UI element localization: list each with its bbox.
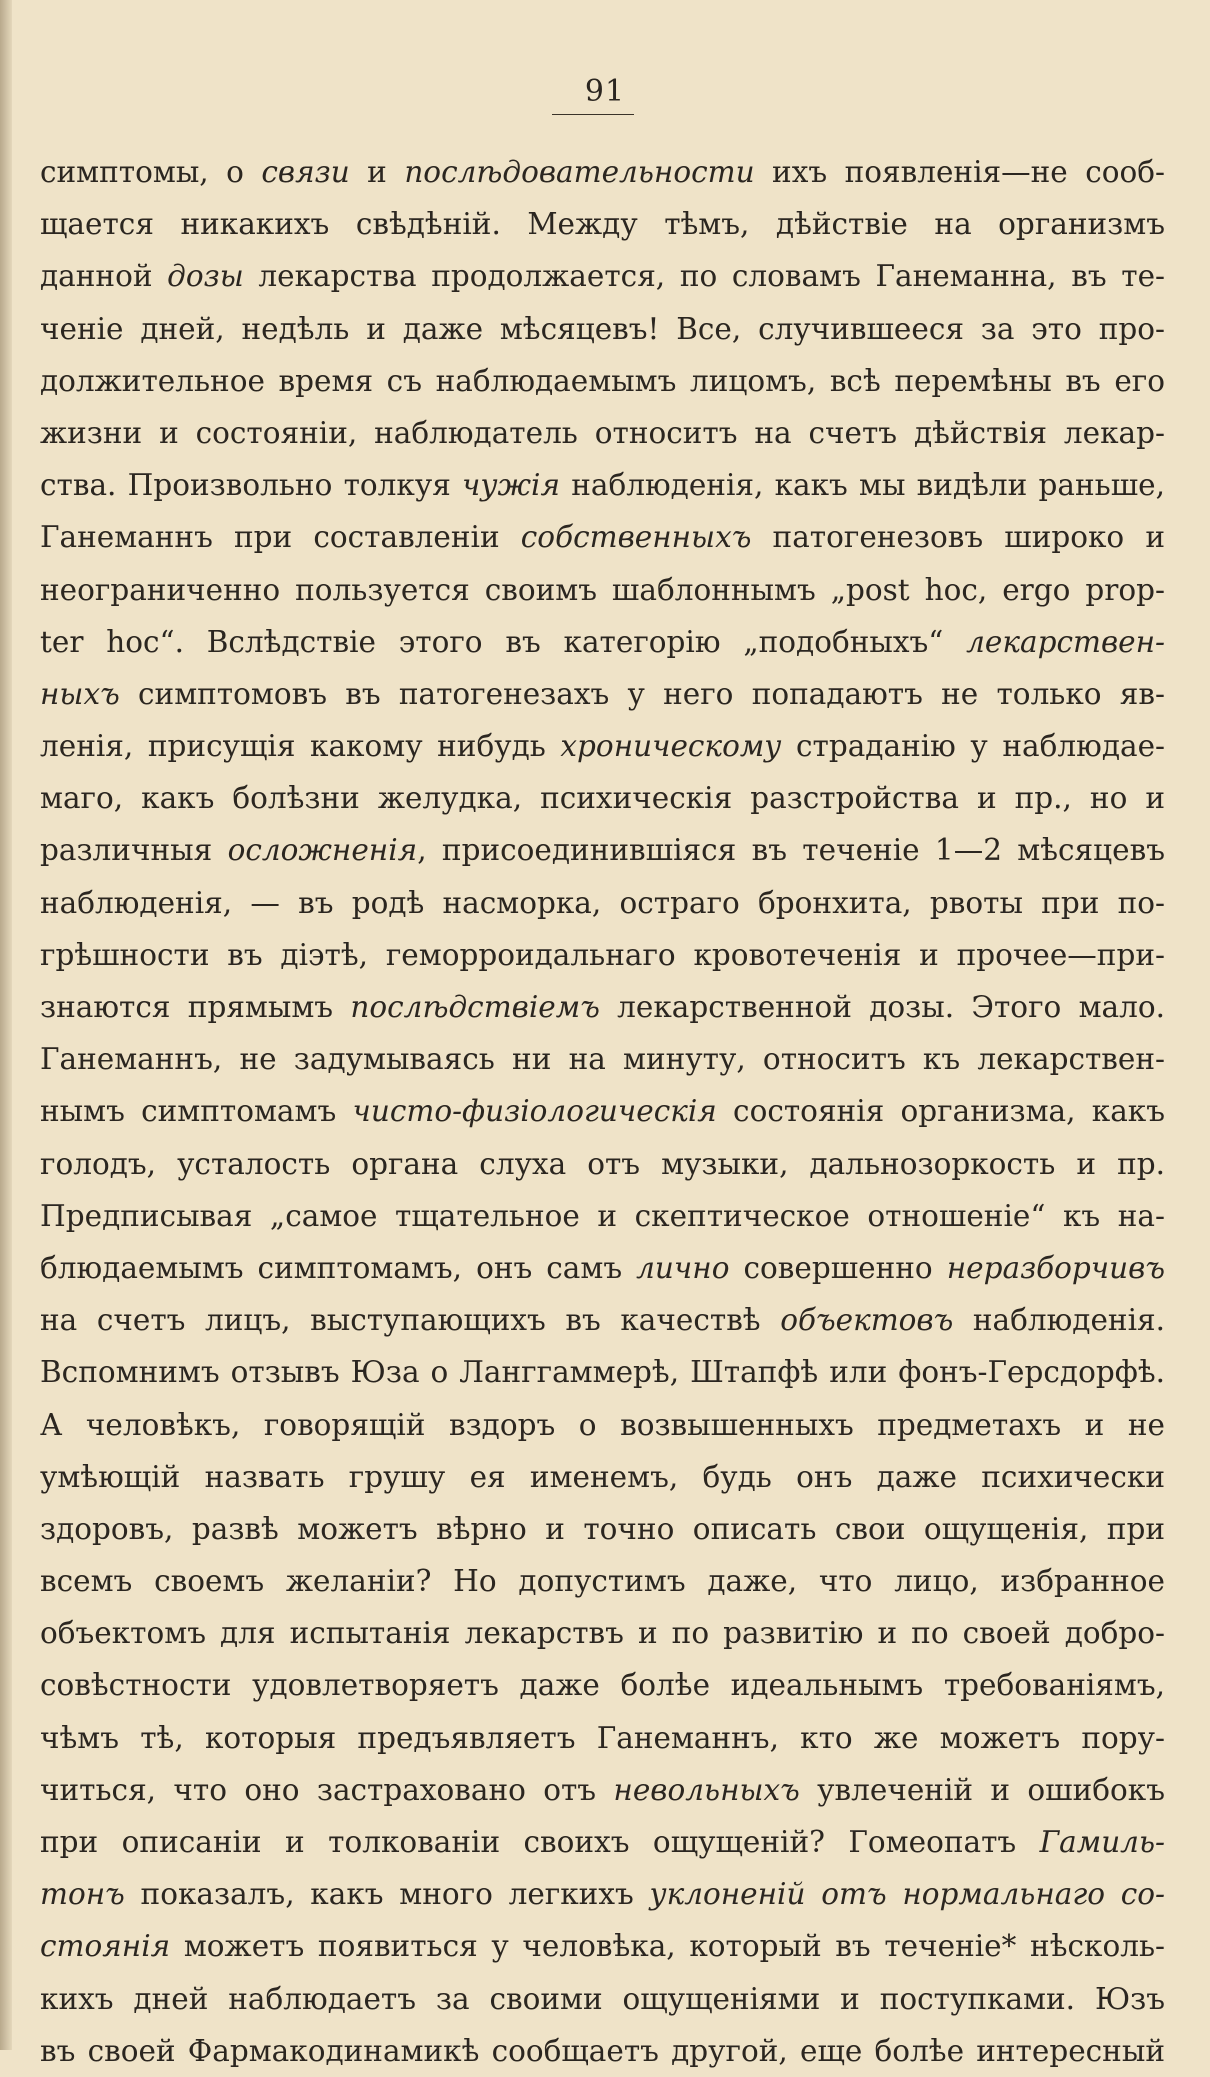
- text-line: [40, 616, 1165, 668]
- text-run: ства. Произвольно толкуя: [40, 468, 463, 503]
- text-run: маго, какъ болѣзни желудка, психическія разстройства и пр., но и: [40, 781, 1165, 816]
- text-line: [40, 355, 1165, 407]
- text-line: [40, 511, 1165, 563]
- text-line: [40, 1346, 1165, 1398]
- text-line: [40, 824, 1165, 876]
- text-run: наблюденія, — въ родѣ насморка, остраго бронхита, рвоты при по-: [40, 885, 1165, 920]
- text-line: [40, 1712, 1165, 1764]
- italic-text: послѣдовательности: [404, 155, 755, 189]
- italic-text: невольныхъ: [613, 1772, 800, 1807]
- text-line: [40, 1033, 1165, 1085]
- italic-text: хроническому: [560, 729, 782, 764]
- text-run: А человѣкъ, говорящій вздоръ о возвышенныхъ предметахъ и не: [40, 1407, 1165, 1442]
- text-run: лекарства продолжается, по словамъ Ганеманна, въ те-: [243, 259, 1165, 294]
- text-line: [40, 668, 1165, 720]
- text-run: жизни и состояніи, наблюдатель относитъ на счетъ дѣйствія лекар-: [40, 415, 1165, 450]
- text-line: [40, 1816, 1165, 1868]
- text-run: блюдаемымъ симптомамъ, онъ самъ: [40, 1250, 637, 1285]
- italic-text: Гамиль-: [1039, 1825, 1165, 1859]
- text-run: патогенезовъ широко и: [751, 520, 1165, 555]
- text-line: [40, 1607, 1165, 1659]
- text-run: лекарственной дозы. Этого мало.: [599, 990, 1165, 1024]
- text-run: наблюденія, какъ мы видѣли раньше,: [560, 468, 1165, 503]
- text-run: чѣмъ тѣ, которыя предъявляетъ Ганеманнъ, кто же можетъ пору-: [40, 1720, 1165, 1755]
- text-run: щается никакихъ свѣдѣній. Между тѣмъ, дѣйствіе на организмъ: [40, 207, 1165, 242]
- text-run: наблюденія.: [953, 1303, 1165, 1338]
- italic-text: лично: [636, 1250, 730, 1285]
- text-run: различныя: [40, 833, 228, 868]
- text-line: [40, 303, 1165, 355]
- text-line: [40, 877, 1165, 929]
- text-run: Ганеманнъ при составленіи: [40, 520, 521, 555]
- text-line: [40, 564, 1165, 616]
- text-run: умѣющій назвать грушу ея именемъ, будь онъ даже психически: [40, 1459, 1165, 1494]
- italic-text: собственныхъ: [520, 520, 752, 555]
- text-run: неограниченно пользуется своимъ шаблоннымъ „post hoc, ergo prop-: [40, 572, 1165, 607]
- text-run: , присоединившіяся въ теченіе 1—2 мѣсяцевъ: [417, 833, 1165, 868]
- page-number: 91: [584, 74, 626, 109]
- text-run: состоянія организма, какъ: [716, 1094, 1166, 1129]
- italic-text: объектовъ: [780, 1303, 954, 1338]
- book-spine-edge: [0, 0, 12, 2050]
- text-run: показалъ, какъ много легкихъ: [124, 1877, 650, 1912]
- text-run: ter hoc“. Вслѣдствіе этого въ категорію „подобныхъ“: [40, 624, 967, 659]
- text-run: здоровъ, развѣ можетъ вѣрно и точно описать свои ощущенія, при: [40, 1511, 1165, 1546]
- text-line: [40, 146, 1165, 198]
- text-run: увлеченій и ошибокъ: [799, 1772, 1165, 1807]
- text-run: ченіе дней, недѣль и даже мѣсяцевъ! Все, случившееся за это про-: [40, 311, 1165, 346]
- text-run: можетъ появиться у человѣка, который въ теченіе* нѣсколь-: [170, 1929, 1165, 1964]
- text-run: страданію у наблюдае-: [781, 729, 1165, 764]
- text-run: Предписывая „самое тщательное и скептическое отношеніе“ къ на-: [40, 1198, 1165, 1233]
- text-run: и: [349, 155, 405, 189]
- italic-text: послѣдствіемъ: [350, 990, 600, 1024]
- body-text: [40, 146, 1165, 2077]
- text-run: объектомъ для испытанія лекарствъ и по развитію и по своей добро-: [40, 1616, 1165, 1651]
- text-run: совершенно: [729, 1250, 947, 1285]
- italic-text: неразборчивъ: [946, 1250, 1165, 1285]
- italic-text: лекарствен-: [966, 624, 1165, 659]
- text-line: [40, 1920, 1165, 1972]
- text-run: всемъ своемъ желаніи? Но допустимъ даже, что лицо, избранное: [40, 1564, 1165, 1599]
- italic-text: дозы: [167, 259, 244, 294]
- text-line: [40, 1659, 1165, 1711]
- text-run: нымъ симптомамъ: [40, 1094, 353, 1129]
- text-line: [40, 2025, 1165, 2077]
- text-line: [40, 720, 1165, 772]
- text-run: симптомовъ въ патогенезахъ у него попадаютъ не только яв-: [119, 676, 1165, 711]
- text-line: [40, 250, 1165, 302]
- italic-text: связи: [261, 155, 350, 189]
- text-run: грѣшности въ діэтѣ, геморроидальнаго кровотеченія и прочее—при-: [40, 937, 1165, 972]
- italic-text: стоянія: [40, 1929, 171, 1964]
- italic-text: чужія: [462, 468, 560, 503]
- text-line: [40, 1555, 1165, 1607]
- text-run: на счетъ лицъ, выступающихъ въ качествѣ: [40, 1303, 781, 1338]
- text-run: симптомы, о: [40, 155, 262, 189]
- italic-text: осложненія: [227, 833, 418, 868]
- text-run: Ганеманнъ, не задумываясь ни на минуту, относитъ къ лекарствен-: [40, 1042, 1165, 1077]
- italic-text: ныхъ: [40, 676, 120, 711]
- text-line: [40, 1503, 1165, 1555]
- text-run: ленія, присущія какому нибудь: [40, 729, 561, 764]
- text-line: [40, 929, 1165, 981]
- text-line: [40, 1973, 1165, 2025]
- text-run: кихъ дней наблюдаетъ за своими ощущеніями и поступками. Юзъ: [40, 1981, 1165, 2016]
- text-run: должительное время съ наблюдаемымъ лицомъ, всѣ перемѣны въ его: [40, 363, 1165, 398]
- text-line: [40, 1190, 1165, 1242]
- italic-text: уклоненій отъ нормальнаго со-: [649, 1877, 1165, 1912]
- text-run: голодъ, усталость органа слуха отъ музыки, дальнозоркость и пр.: [40, 1146, 1165, 1181]
- text-line: [40, 1242, 1165, 1294]
- text-line: [40, 1764, 1165, 1816]
- text-line: [40, 1138, 1165, 1190]
- text-run: читься, что оно застраховано отъ: [40, 1772, 614, 1807]
- italic-text: тонъ: [40, 1877, 125, 1912]
- text-line: [40, 198, 1165, 250]
- text-line: [40, 1868, 1165, 1920]
- text-line: [40, 1085, 1165, 1137]
- text-line: [40, 407, 1165, 459]
- text-run: данной: [40, 259, 168, 294]
- text-run: при описаніи и толкованіи своихъ ощущеній? Гомеопатъ: [40, 1825, 1040, 1859]
- text-run: ихъ появленія—не сооб-: [754, 155, 1165, 189]
- text-run: Вспомнимъ отзывъ Юза о Ланггаммерѣ, Штапфѣ или фонъ-Герсдорфѣ.: [40, 1355, 1165, 1390]
- text-run: знаются прямымъ: [40, 990, 351, 1024]
- page-number-underline: [552, 114, 634, 115]
- text-line: [40, 772, 1165, 824]
- text-line: [40, 1451, 1165, 1503]
- text-line: [40, 1399, 1165, 1451]
- text-line: [40, 981, 1165, 1033]
- text-run: совѣстности удовлетворяетъ даже болѣе идеальнымъ требованіямъ,: [40, 1668, 1165, 1703]
- italic-text: чисто-физіологическія: [352, 1094, 717, 1129]
- text-line: [40, 1294, 1165, 1346]
- text-run: въ своей Фармакодинамикѣ сообщаетъ другой, еще болѣе интересный: [40, 2033, 1165, 2068]
- text-line: [40, 459, 1165, 511]
